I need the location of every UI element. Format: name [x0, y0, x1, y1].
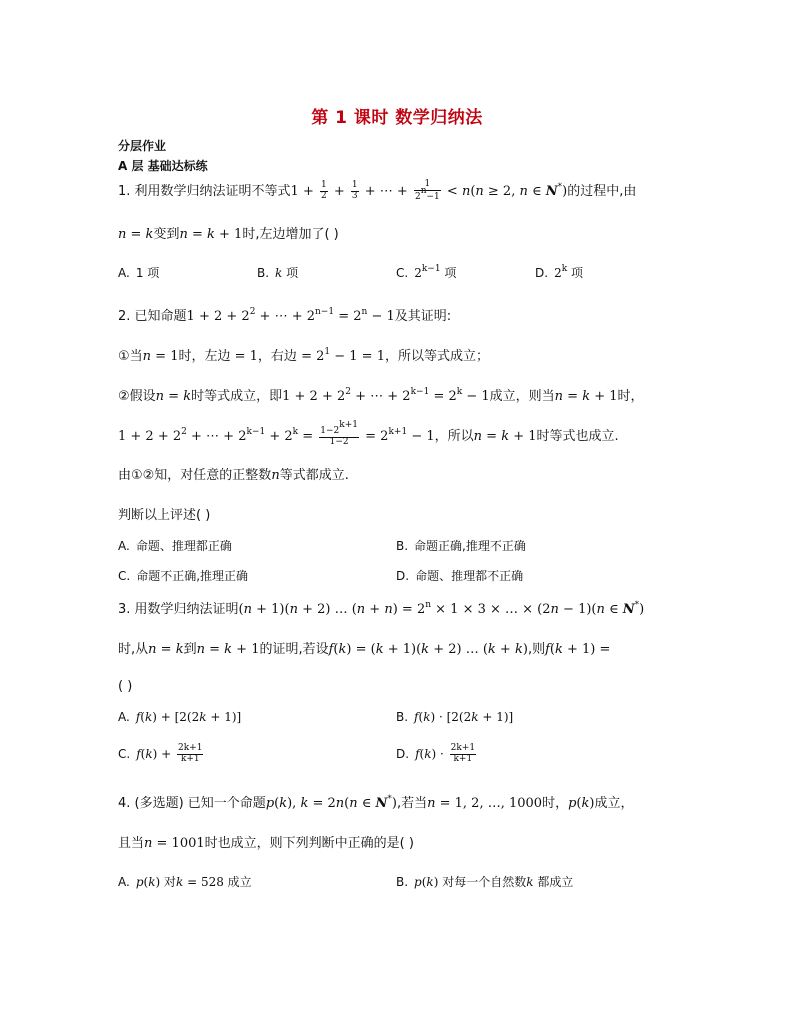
q4-line2b: 时也成立，则下列判断中正确的是( ) — [204, 836, 414, 851]
option-label: B. — [396, 710, 409, 724]
option-label: B. — [396, 875, 409, 889]
q4-mid: ,若当 — [396, 796, 428, 811]
q2-step2d: 时， — [617, 389, 644, 404]
q2-step1d: ，所以等式成立； — [384, 349, 489, 364]
q1-text-end: 时,左边增加了( ) — [242, 227, 339, 242]
option-label: C. — [118, 569, 131, 583]
q2-option-c[interactable] — [118, 567, 248, 584]
q3-text-c: 的证明,若设 — [259, 642, 329, 657]
q2-step1c: ，右边 — [257, 349, 297, 364]
option-text: 对每一个自然数 — [442, 875, 527, 889]
q1-option-b[interactable]: B. k 项 — [257, 266, 299, 280]
q3-prefix: 3. 用数学归纳法证明 — [118, 602, 239, 617]
q3-option-a[interactable]: A. f(k) + [2(2k + 1)] — [118, 710, 242, 724]
q2-option-a[interactable] — [118, 537, 232, 554]
option-label: C. — [118, 746, 131, 761]
option-text: 命题、推理都不正确 — [415, 569, 524, 583]
q2-step2: ②假设 — [118, 389, 156, 404]
option-label: D. — [396, 569, 410, 583]
page-title: 第 1 课时 数学归纳法 — [311, 108, 483, 128]
option-label: D. — [396, 746, 410, 761]
q3-text-d: ,则 — [527, 642, 546, 657]
q3-text-b: 到 — [183, 642, 197, 657]
q2-conclusion2: 等式都成立. — [279, 468, 349, 483]
q4-option-a[interactable]: A. p(k) 对k = 528 成立 — [118, 875, 252, 889]
question-3-line-1: 3. 用数学归纳法证明(n + 1)(n + 2) … $(n + n) = 2^n \times 1 \times 3$ × … × (2n − 1)(n ∈ N*) — [118, 600, 645, 617]
q3-text-a: 时,从 — [118, 642, 149, 657]
section-heading: 分层作业 — [118, 139, 167, 153]
option-text: 命题、推理都正确 — [135, 539, 232, 553]
option-text: 命题不正确,推理正确 — [136, 569, 249, 583]
q2-conclusion: 由①②知，对任意的正整数 — [118, 468, 272, 483]
option-text: 都成立 — [537, 875, 574, 889]
option-label: A. — [118, 266, 130, 280]
q2-option-d[interactable] — [396, 567, 523, 584]
q4-option-b[interactable]: B. p(k) 对每一个自然数k 都成立 — [396, 875, 574, 889]
option-label: A. — [118, 539, 130, 553]
question-4-line-1: 4. (多选题) 已知一个命题p(k), k = 2n(n ∈ N*),若当n = 1, 2, …, 1000时，p(k)成立， — [118, 794, 634, 811]
q1-option-c[interactable]: C. $2^{k-1}$ 项 — [396, 264, 457, 280]
option-text: 成立 — [227, 875, 252, 889]
q2-step2c: 成立，则当 — [489, 389, 555, 404]
q1-option-d[interactable]: D. 2$^k$ 项 — [535, 264, 583, 280]
q1-option-a[interactable]: A. 1 项 — [118, 266, 160, 280]
option-label: C. — [396, 266, 409, 280]
q3-option-c[interactable]: C. f(k) + $\frac{2k+1}{k+1}$ — [118, 743, 203, 764]
option-text: 对 — [163, 875, 176, 889]
q4-prefix: 4. (多选题) 已知一个命题 — [118, 796, 266, 811]
question-2-step-3: $1 + 2 + 2^2$ + ⋯ + $2^{k-1} + 2^k$ = $\frac{1-2^{k+1}}{1-2}$ = $2^{k+1} - 1$，所以n = k + 1时等式也成立. — [118, 420, 619, 447]
subsection-heading: A 层 基础达标练 — [118, 159, 208, 173]
option-label: B. — [396, 539, 409, 553]
question-2-line-1: 2. 已知命题$1 + 2 + 2^2$ + ⋯ + $2^{n-1} = 2^n - 1$及其证明: — [118, 307, 452, 324]
q1-text: 变到 — [153, 227, 180, 242]
q2-step1b: 时，左边 — [178, 349, 231, 364]
option-label: D. — [535, 266, 549, 280]
option-label: A. — [118, 875, 130, 889]
q3-option-b[interactable]: B. f(k) · [2(2k + 1)] — [396, 710, 514, 724]
question-3-line-2: 时,从n = k到n = k + 1的证明,若设f(k) = (k + 1)(k + 2) … (k + k),则f(k + 1) = — [118, 642, 611, 657]
question-2-step-2: ②假设n = k时等式成立，即$1 + 2 + 2^2$ + ⋯ + $2^{k-1} = 2^k - 1$成立，则当n = k + 1时， — [118, 387, 644, 404]
q2-option-b[interactable] — [396, 537, 526, 554]
question-2-judge: 判断以上评述( ) — [118, 508, 211, 523]
option-label: B. — [257, 266, 270, 280]
q4-mid2: 时， — [542, 796, 569, 811]
q2-step2b: 时等式成立，即 — [191, 389, 283, 404]
q4-end: 成立， — [594, 796, 634, 811]
question-1-line-1: 1. 利用数学归纳法证明不等式1 + $\frac{1}{2}$ + $\frac{1}{3}$ + ⋯ + $\frac{1}{2^n-1}$ < n(n ≥ 2, n ∈ N*)的过程中,由 — [118, 179, 637, 202]
question-2-step-1: ①当n = 1时，左边 = 1，右边 = $2^1 - 1 = 1$，所以等式成立； — [118, 347, 489, 364]
question-1-line-2: n = k变到n = k + 1时,左边增加了( ) — [118, 227, 339, 242]
q3-option-d[interactable]: D. f(k) · $\frac{2k+1}{k+1}$ — [396, 743, 476, 764]
q2-step3-end2: 时等式也成立. — [536, 429, 619, 444]
question-1-suffix: 的过程中,由 — [567, 184, 637, 199]
question-3-paren: ( ) — [118, 679, 133, 694]
question-4-line-2: 且当n = 1001时也成立，则下列判断中正确的是( ) — [118, 836, 414, 851]
question-1-prefix: 1. 利用数学归纳法证明不等式 — [118, 184, 291, 199]
question-2-conclusion: 由①②知，对任意的正整数n等式都成立. — [118, 468, 349, 483]
q2-suffix: 及其证明: — [394, 309, 452, 324]
q2-prefix: 2. 已知命题 — [118, 309, 187, 324]
q2-step3-end: ，所以 — [434, 429, 474, 444]
q4-line2a: 且当 — [118, 836, 145, 851]
option-text: 命题正确,推理不正确 — [414, 539, 526, 553]
q2-step1: ①当 — [118, 349, 143, 364]
option-label: A. — [118, 710, 130, 724]
